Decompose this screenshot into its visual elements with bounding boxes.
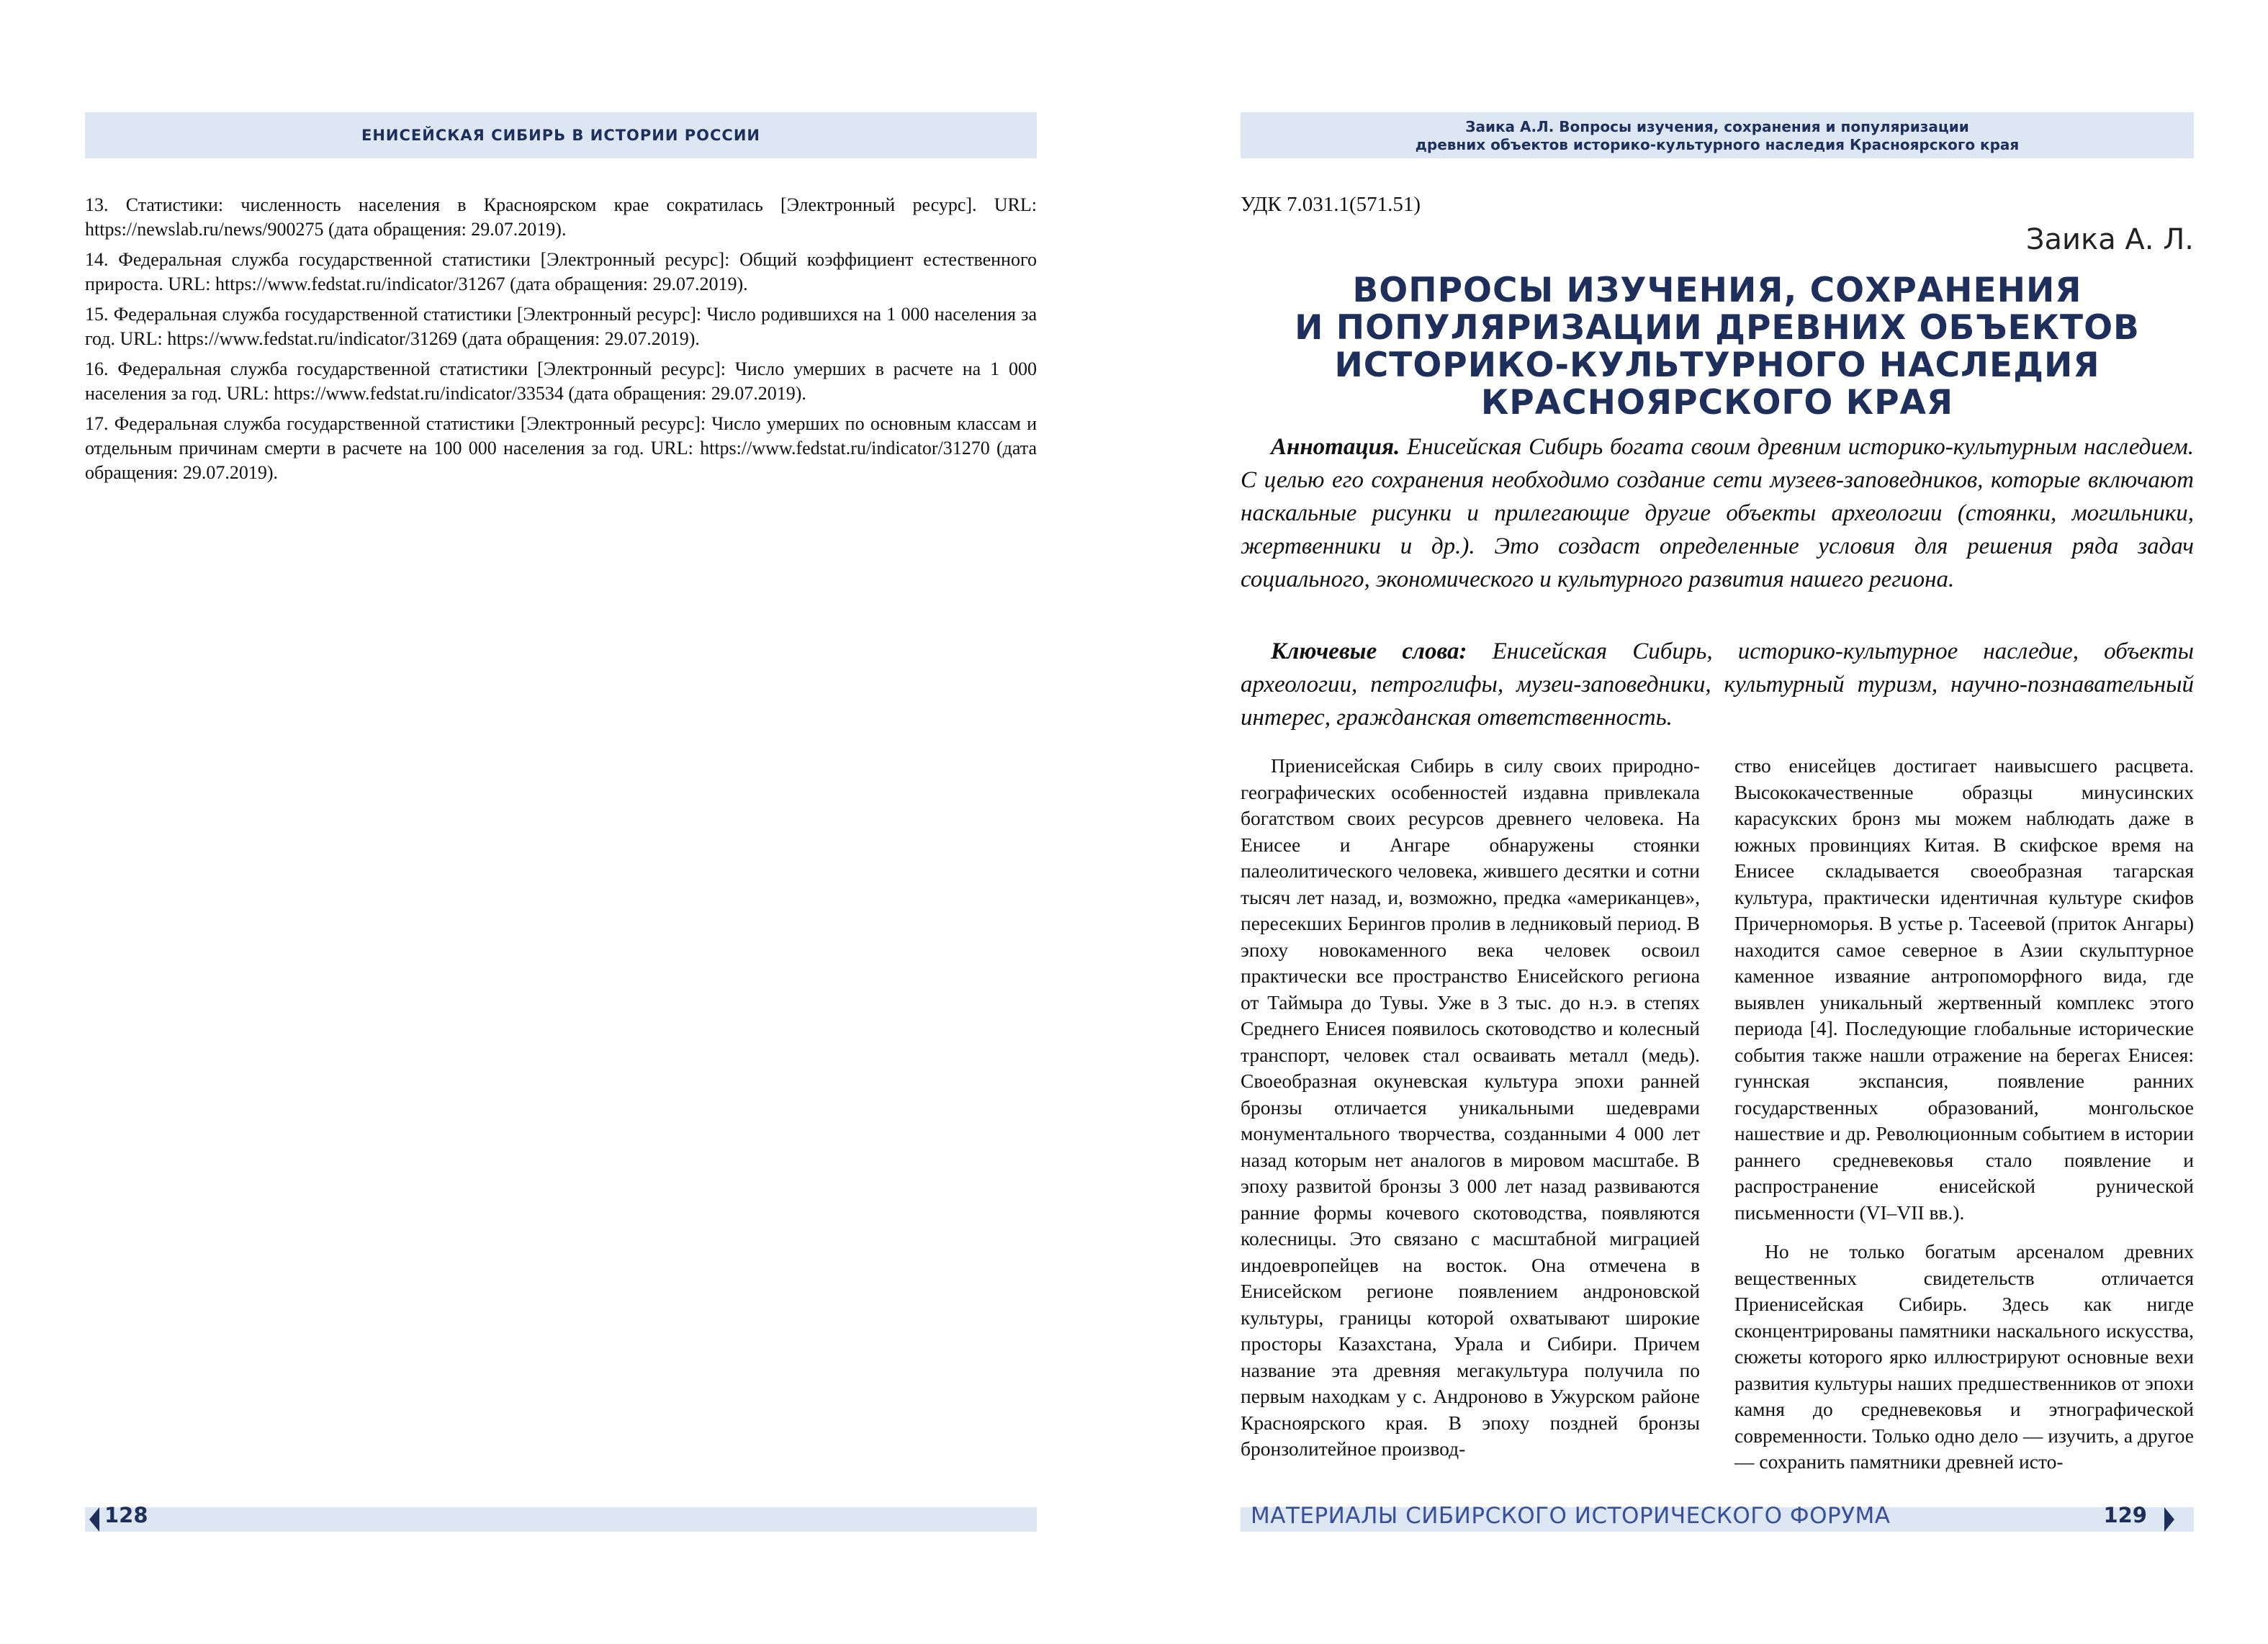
body-paragraph: Приенисейская Сибирь в силу своих природно-географических особенностей издавна привлекала богатством своих ресурсов древнего человека. На Енисее и Ангаре обнаружены стоянки палеолитического человека, жившего десятки и сотни тысяч лет назад, и, возможно, предка «американцев», пересекших Берингов пролив в ледниковый период. В эпоху новокаменного века человек освоил практически все пространство Енисейского региона от Таймыра до Тувы. Уже в 3 тыс. до н.э. в степях Среднего Енисея появилось скотоводство и колесный транспорт, человек стал осваивать металл (медь). Своеобразная окуневская культура эпохи ранней бронзы отличается уникальными шедеврами монументального творчества, созданными 4 000 лет назад которым нет аналогов в мировом масштабе. В эпоху развитой бронзы 3 000 лет назад развиваются ранние формы кочевого скотоводства, появляются колесницы. Это связано с масштабной миграцией индоевропейцев на восток. Она отмечена в Енисейском регионе появлением андроновской культуры, границы которой охватывают широкие просторы Казахстана, Урала и Сибири. Причем название эта древняя мегакультура получила по первым находкам у с. Андроново в Ужурском районе Красноярского края. В эпоху поздней бронзы бронзолитейное производ- bbox=[1241, 754, 1700, 1460]
udk-code: УДК 7.031.1(571.51) bbox=[1241, 193, 1421, 216]
article-title bbox=[1241, 272, 2194, 422]
running-header bbox=[1241, 112, 2194, 158]
page-number: 129 bbox=[2103, 1503, 2147, 1527]
annotation-text: Енисейская Сибирь богата своим древним историко-культурным наследием. С целью его сохранения необходимо создание сети музеев-заповедников, которые включают наскальные рисунки и прилегающие другие объекты археологии (стоянки, могильники, жертвенники и др.). Это создаст определенные условия для решения ряда задач социального, экономического и культурного развития нашего региона. bbox=[1241, 434, 2194, 592]
title-line: ИСТОРИКО-КУЛЬТУРНОГО НАСЛЕДИЯ bbox=[1334, 345, 2100, 385]
reference-item: 16. Федеральная служба государственной статистики [Электронный ресурс]: Число умерших в расчете на 1 000 населения за год. URL: https://www.fedstat.ru/indicator/33534 (дата обращения: 29.07.2019). bbox=[85, 358, 1037, 404]
footer-band bbox=[85, 1507, 1037, 1532]
reference-item: 14. Федеральная служба государственной статистики [Электронный ресурс]: Общий коэффициент естественного прироста. URL: https://www.fedstat.ru/indicator/31267 (дата обращения: 29.07.2019). bbox=[85, 249, 1037, 294]
page-number: 128 bbox=[104, 1503, 148, 1527]
title-line: ВОПРОСЫ ИЗУЧЕНИЯ, СОХРАНЕНИЯ bbox=[1352, 271, 2082, 310]
title-line: И ПОПУЛЯРИЗАЦИИ ДРЕВНИХ ОБЪЕКТОВ bbox=[1295, 308, 2140, 348]
keywords bbox=[1241, 635, 2194, 734]
body-column-1 bbox=[1241, 753, 1700, 1463]
annotation-label: Аннотация. bbox=[1271, 434, 1400, 460]
keywords-label: Ключевые слова: bbox=[1271, 638, 1467, 664]
chevron-left-icon bbox=[89, 1507, 99, 1532]
annotation bbox=[1241, 430, 2194, 596]
title-line: КРАСНОЯРСКОГО КРАЯ bbox=[1480, 383, 1954, 423]
running-header-line-2: древних объектов историко-культурного наследия Красноярского края bbox=[1415, 136, 2020, 153]
author-name: Заика А. Л. bbox=[2025, 223, 2194, 256]
references-list bbox=[85, 193, 1037, 491]
chevron-right-icon bbox=[2164, 1507, 2174, 1532]
reference-item: 17. Федеральная служба государственной статистики [Электронный ресурс]: Число умерших по основным классам и отдельным причинам смерти в расчете на 100 000 населения за год. URL: https://www.fedstat.ru/indicator/31270 (дата обращения: 29.07.2019). bbox=[85, 413, 1037, 483]
keywords-text: Енисейская Сибирь, историко-культурное наследие, объекты археологии, петроглифы, музеи-заповедники, культурный туризм, научно-познавательный интерес, гражданская ответственность. bbox=[1241, 638, 2194, 731]
body-paragraph: ство енисейцев достигает наивысшего расцвета. Высококачественные образцы минусинских карасукских бронз мы можем наблюдать даже в южных провинциях Китая. В скифское время на Енисее складывается своеобразная тагарская культура, практически идентичная культуре скифов Причерноморья. В устье р. Тасеевой (приток Ангары) находится самое северное в Азии скульптурное каменное изваяние антропоморфного вида, где выявлен уникальный жертвенный комплекс этого периода [4]. Последующие глобальные исторические события также нашли отражение на берегах Енисея: гуннская экспансия, появление ранних государственных образований, монгольское нашествие и др. Революционным событием в истории раннего средневековья стало появление и распространение енисейской рунической письменности (VI–VII вв.). bbox=[1734, 754, 2194, 1224]
reference-item: 15. Федеральная служба государственной статистики [Электронный ресурс]: Число родившихся на 1 000 населения за год. URL: https://www.fedstat.ru/indicator/31269 (дата обращения: 29.07.2019). bbox=[85, 304, 1037, 349]
running-header-text: ЕНИСЕЙСКАЯ СИБИРЬ В ИСТОРИИ РОССИИ bbox=[361, 127, 760, 144]
journal-name: МАТЕРИАЛЫ СИБИРСКОГО ИСТОРИЧЕСКОГО ФОРУМА bbox=[1251, 1503, 1891, 1529]
running-header bbox=[85, 112, 1037, 158]
right-page bbox=[1134, 0, 2268, 1644]
reference-item: 13. Статистики: численность населения в Красноярском крае сократилась [Электронный ресурс]. URL: https://newslab.ru/news/900275 (дата обращения: 29.07.2019). bbox=[85, 194, 1037, 240]
body-paragraph: Но не только богатым арсеналом древних вещественных свидетельств отличается Приенисейская Сибирь. Здесь как нигде сконцентрированы памятники наскального искусства, сюжеты которого ярко иллюстрируют основные вехи развития культуры наших предшественников от эпохи камня до средневековья и этнографической современности. Только одно дело — изучить, а другое — сохранить памятники древней исто- bbox=[1734, 1240, 2194, 1473]
body-column-2 bbox=[1734, 753, 2194, 1476]
running-header-line-1: Заика А.Л. Вопросы изучения, сохранения и популяризации bbox=[1465, 118, 1969, 135]
